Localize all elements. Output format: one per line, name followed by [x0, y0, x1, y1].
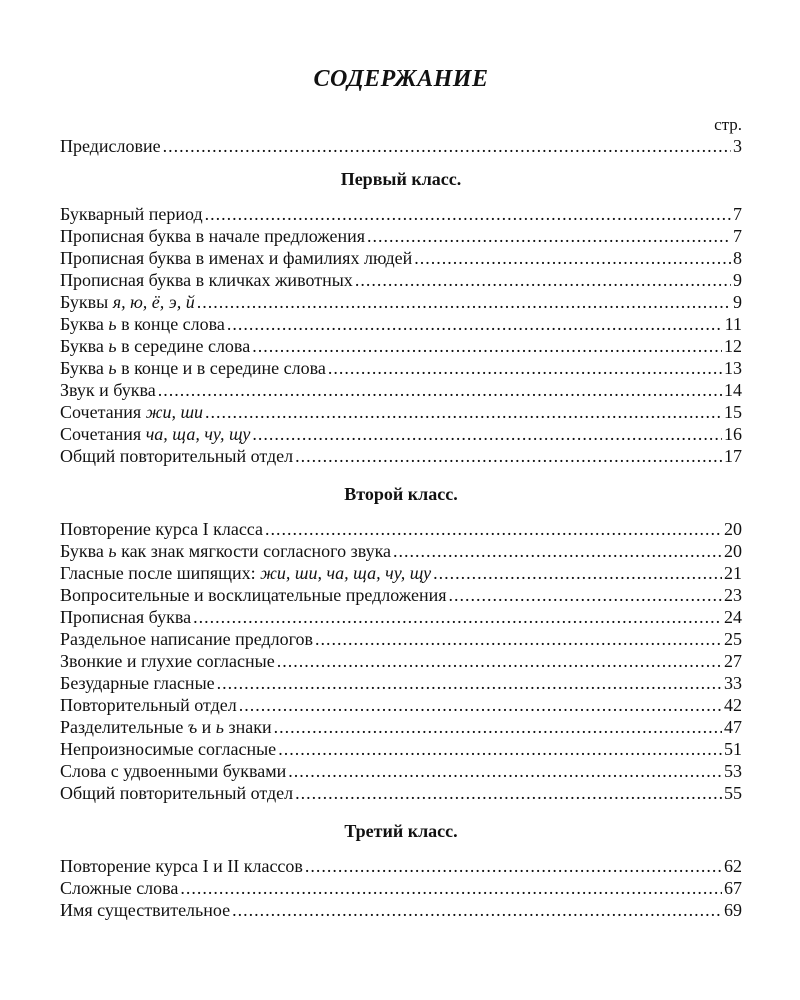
- toc-entry-text: Имя существительное: [60, 900, 231, 920]
- toc-entry-page: 21: [724, 563, 742, 583]
- toc-entry-label: [60, 760, 286, 782]
- toc-entry-page: 24: [724, 607, 742, 627]
- toc-entry-text: Общий повторительный отдел: [60, 783, 294, 803]
- toc-entry[interactable]: [60, 562, 742, 584]
- toc-entry[interactable]: [60, 445, 742, 467]
- toc-entry-label: [60, 855, 303, 877]
- toc-entry-text-tail: как знак мягкости согласного звука: [116, 541, 392, 561]
- toc-sections: [60, 168, 742, 921]
- toc-entry-page: 7: [733, 204, 742, 224]
- dot-leader: [414, 247, 731, 269]
- toc-entry-label: [60, 335, 250, 357]
- toc-entry-page: 20: [724, 541, 742, 561]
- toc-entry-page: 20: [724, 519, 742, 539]
- toc-entry[interactable]: [60, 738, 742, 760]
- toc-entry-text: Сочетания: [60, 424, 146, 444]
- toc-entry[interactable]: [60, 401, 742, 423]
- toc-entry-text: Общий повторительный отдел: [60, 446, 294, 466]
- toc-entry[interactable]: [60, 877, 742, 899]
- toc-entry-page: 69: [724, 900, 742, 920]
- toc-entry-page: 7: [733, 226, 742, 246]
- toc-entry-page: 62: [724, 856, 742, 876]
- toc-entry-label: [60, 401, 203, 423]
- toc-entry[interactable]: [60, 782, 742, 804]
- toc-entry-emphasis: жи, ши: [145, 402, 204, 422]
- dot-leader: [305, 855, 722, 877]
- toc-entry-text: Прописная буква в кличках животных: [60, 270, 353, 290]
- toc-entry-page: 16: [724, 424, 742, 444]
- toc-entry[interactable]: [60, 606, 742, 628]
- toc-entry-page: 27: [724, 651, 742, 671]
- toc-entry-page: 53: [724, 761, 742, 781]
- dot-leader: [277, 650, 722, 672]
- dot-leader: [367, 225, 731, 247]
- toc-entry[interactable]: [60, 518, 742, 540]
- toc-entry-label: [60, 225, 365, 247]
- toc-entry-label: [60, 423, 250, 445]
- toc-entry[interactable]: [60, 650, 742, 672]
- dot-leader: [227, 313, 723, 335]
- toc-entry-text: Буквы: [60, 292, 113, 312]
- dot-leader: [328, 357, 722, 379]
- toc-entry[interactable]: [60, 716, 742, 738]
- toc-entry-text-tail: в конце слова: [116, 314, 225, 334]
- toc-entry-text-tail: и: [197, 717, 216, 737]
- toc-entry-text: Буква: [60, 314, 109, 334]
- toc-entry-page: 11: [724, 314, 742, 334]
- dot-leader: [288, 760, 722, 782]
- toc-entry[interactable]: [60, 899, 742, 921]
- dot-leader: [239, 694, 722, 716]
- toc-entry-text-tail: в середине слова: [116, 336, 251, 356]
- toc-entry-page: 33: [724, 673, 742, 693]
- toc-entry[interactable]: [60, 203, 742, 225]
- dot-leader: [252, 423, 722, 445]
- toc-entry-label: [60, 584, 447, 606]
- toc-entry-label: [60, 628, 313, 650]
- toc-entry-text: Гласные после шипящих:: [60, 563, 261, 583]
- dot-leader: [295, 445, 722, 467]
- toc-entry-emphasis: ь: [108, 358, 117, 378]
- section-heading: Третий класс.: [344, 821, 458, 841]
- toc-entry-page: 9: [733, 292, 742, 312]
- toc-entry[interactable]: [60, 269, 742, 291]
- toc-entry-emphasis: ъ: [187, 717, 198, 737]
- toc-entry[interactable]: [60, 423, 742, 445]
- dot-leader: [193, 606, 722, 628]
- toc-entry-text: Букварный период: [60, 204, 203, 224]
- toc-entry-label: [60, 672, 215, 694]
- dot-leader: [278, 738, 722, 760]
- toc-entry[interactable]: [60, 291, 742, 313]
- dot-leader: [205, 203, 731, 225]
- toc-entry-page: 25: [724, 629, 742, 649]
- toc-entry-page: 67: [724, 878, 742, 898]
- toc-entry[interactable]: [60, 584, 742, 606]
- dot-leader: [252, 335, 722, 357]
- toc-entry-page: 23: [724, 585, 742, 605]
- toc-entry-text: Прописная буква: [60, 607, 192, 627]
- toc-entry[interactable]: [60, 855, 742, 877]
- toc-entry-page: 47: [724, 717, 742, 737]
- toc-entry-preface[interactable]: [60, 135, 742, 157]
- toc-entry-label: [60, 899, 230, 921]
- toc-entry-text: Буква: [60, 541, 109, 561]
- section-heading: Второй класс.: [344, 484, 458, 504]
- toc-entry-label: [60, 877, 178, 899]
- toc-entry[interactable]: [60, 379, 742, 401]
- toc-entry-label: [60, 782, 293, 804]
- toc-entry-text: Буква: [60, 336, 109, 356]
- toc-entry-label: [60, 313, 225, 335]
- toc-entry-text: Раздельное написание предлогов: [60, 629, 314, 649]
- dot-leader: [265, 518, 722, 540]
- toc-entry-label: [60, 716, 272, 738]
- toc-entry-page: 15: [724, 402, 742, 422]
- toc-entry-text: Вопросительные и восклицательные предложения: [60, 585, 447, 605]
- page-title: СОДЕРЖАНИЕ: [313, 66, 489, 92]
- toc-entry-emphasis: жи, ши, ча, ща, чу, щу: [260, 563, 432, 583]
- toc-entry-text: Звук и буква: [60, 380, 156, 400]
- toc-entry-text: Прописная буква в начале предложения: [60, 226, 366, 246]
- toc-entry-page: 17: [724, 446, 742, 466]
- toc-entry-label: [60, 694, 237, 716]
- dot-leader: [180, 877, 722, 899]
- toc-entry[interactable]: [60, 247, 742, 269]
- toc-entry[interactable]: [60, 313, 742, 335]
- toc-entry-text: Повторение курса I и II классов: [60, 856, 303, 876]
- toc-entry-emphasis: ь: [108, 314, 117, 334]
- toc-entry-page: 9: [733, 270, 742, 290]
- toc-entry-emphasis: ь: [108, 541, 117, 561]
- toc-entry-label: [60, 247, 412, 269]
- toc-entry-page: 13: [724, 358, 742, 378]
- toc-entry-text: Сложные слова: [60, 878, 179, 898]
- toc-entry-page: 8: [733, 248, 742, 268]
- toc-entry-label: [60, 357, 326, 379]
- toc-entry[interactable]: [60, 694, 742, 716]
- toc-entry-text: Разделительные: [60, 717, 188, 737]
- toc-entry[interactable]: [60, 335, 742, 357]
- toc-entry[interactable]: [60, 540, 742, 562]
- dot-leader: [232, 899, 722, 921]
- toc-entry-label: [60, 269, 353, 291]
- toc-entry-text: Непроизносимые согласные: [60, 739, 277, 759]
- toc-entry-label: [60, 606, 191, 628]
- toc-entry-label: [60, 379, 156, 401]
- toc-entry[interactable]: [60, 760, 742, 782]
- dot-leader: [217, 672, 722, 694]
- toc-entry-text: Безударные гласные: [60, 673, 215, 693]
- toc-entry-label: [60, 540, 391, 562]
- toc-entry-label: [60, 445, 293, 467]
- toc-entry-label: [60, 738, 276, 760]
- toc-entry-page: 12: [724, 336, 742, 356]
- toc-entry-text: Прописная буква в именах и фамилиях людей: [60, 248, 413, 268]
- toc-entry[interactable]: [60, 628, 742, 650]
- toc-entry-page: 14: [724, 380, 742, 400]
- page-column-label: стр.: [714, 115, 742, 134]
- dot-leader: [393, 540, 722, 562]
- dot-leader: [433, 562, 722, 584]
- dot-leader: [355, 269, 731, 291]
- toc-entry-label: [60, 291, 195, 313]
- table-of-contents: [60, 66, 742, 921]
- toc-entry-label: [60, 562, 431, 584]
- toc-entry-page: 42: [724, 695, 742, 715]
- toc-entry-emphasis: ь: [108, 336, 117, 356]
- dot-leader: [158, 379, 722, 401]
- dot-leader: [163, 135, 731, 157]
- toc-entry-text-tail: в конце и в середине слова: [116, 358, 326, 378]
- dot-leader: [274, 716, 722, 738]
- section-heading: Первый класс.: [340, 169, 462, 189]
- dot-leader: [315, 628, 722, 650]
- toc-entry-label: [60, 650, 275, 672]
- toc-entry-text: Сочетания: [60, 402, 146, 422]
- toc-entry-label: Предисловие: [60, 136, 161, 156]
- toc-entry-text: Буква: [60, 358, 109, 378]
- dot-leader: [197, 291, 731, 313]
- dot-leader: [295, 782, 722, 804]
- toc-entry[interactable]: [60, 672, 742, 694]
- toc-entry-text: Звонкие и глухие согласные: [60, 651, 275, 671]
- dot-leader: [449, 584, 722, 606]
- toc-entry-text: Слова с удвоенными буквами: [60, 761, 287, 781]
- toc-entry-page: 55: [724, 783, 742, 803]
- toc-entry-text-tail: знаки: [224, 717, 272, 737]
- toc-entry-emphasis: я, ю, ё, э, й: [112, 292, 195, 312]
- dot-leader: [205, 401, 722, 423]
- toc-entry[interactable]: [60, 357, 742, 379]
- toc-entry-text: Повторительный отдел: [60, 695, 237, 715]
- toc-entry-page: 51: [724, 739, 742, 759]
- toc-entry-label: [60, 203, 203, 225]
- toc-entry-label: [60, 518, 263, 540]
- toc-entry-emphasis: ча, ща, чу, щу: [145, 424, 251, 444]
- toc-entry-page: 3: [733, 136, 742, 156]
- toc-entry[interactable]: [60, 225, 742, 247]
- toc-entry-text: Повторение курса I класса: [60, 519, 264, 539]
- toc-entry-emphasis: ь: [215, 717, 224, 737]
